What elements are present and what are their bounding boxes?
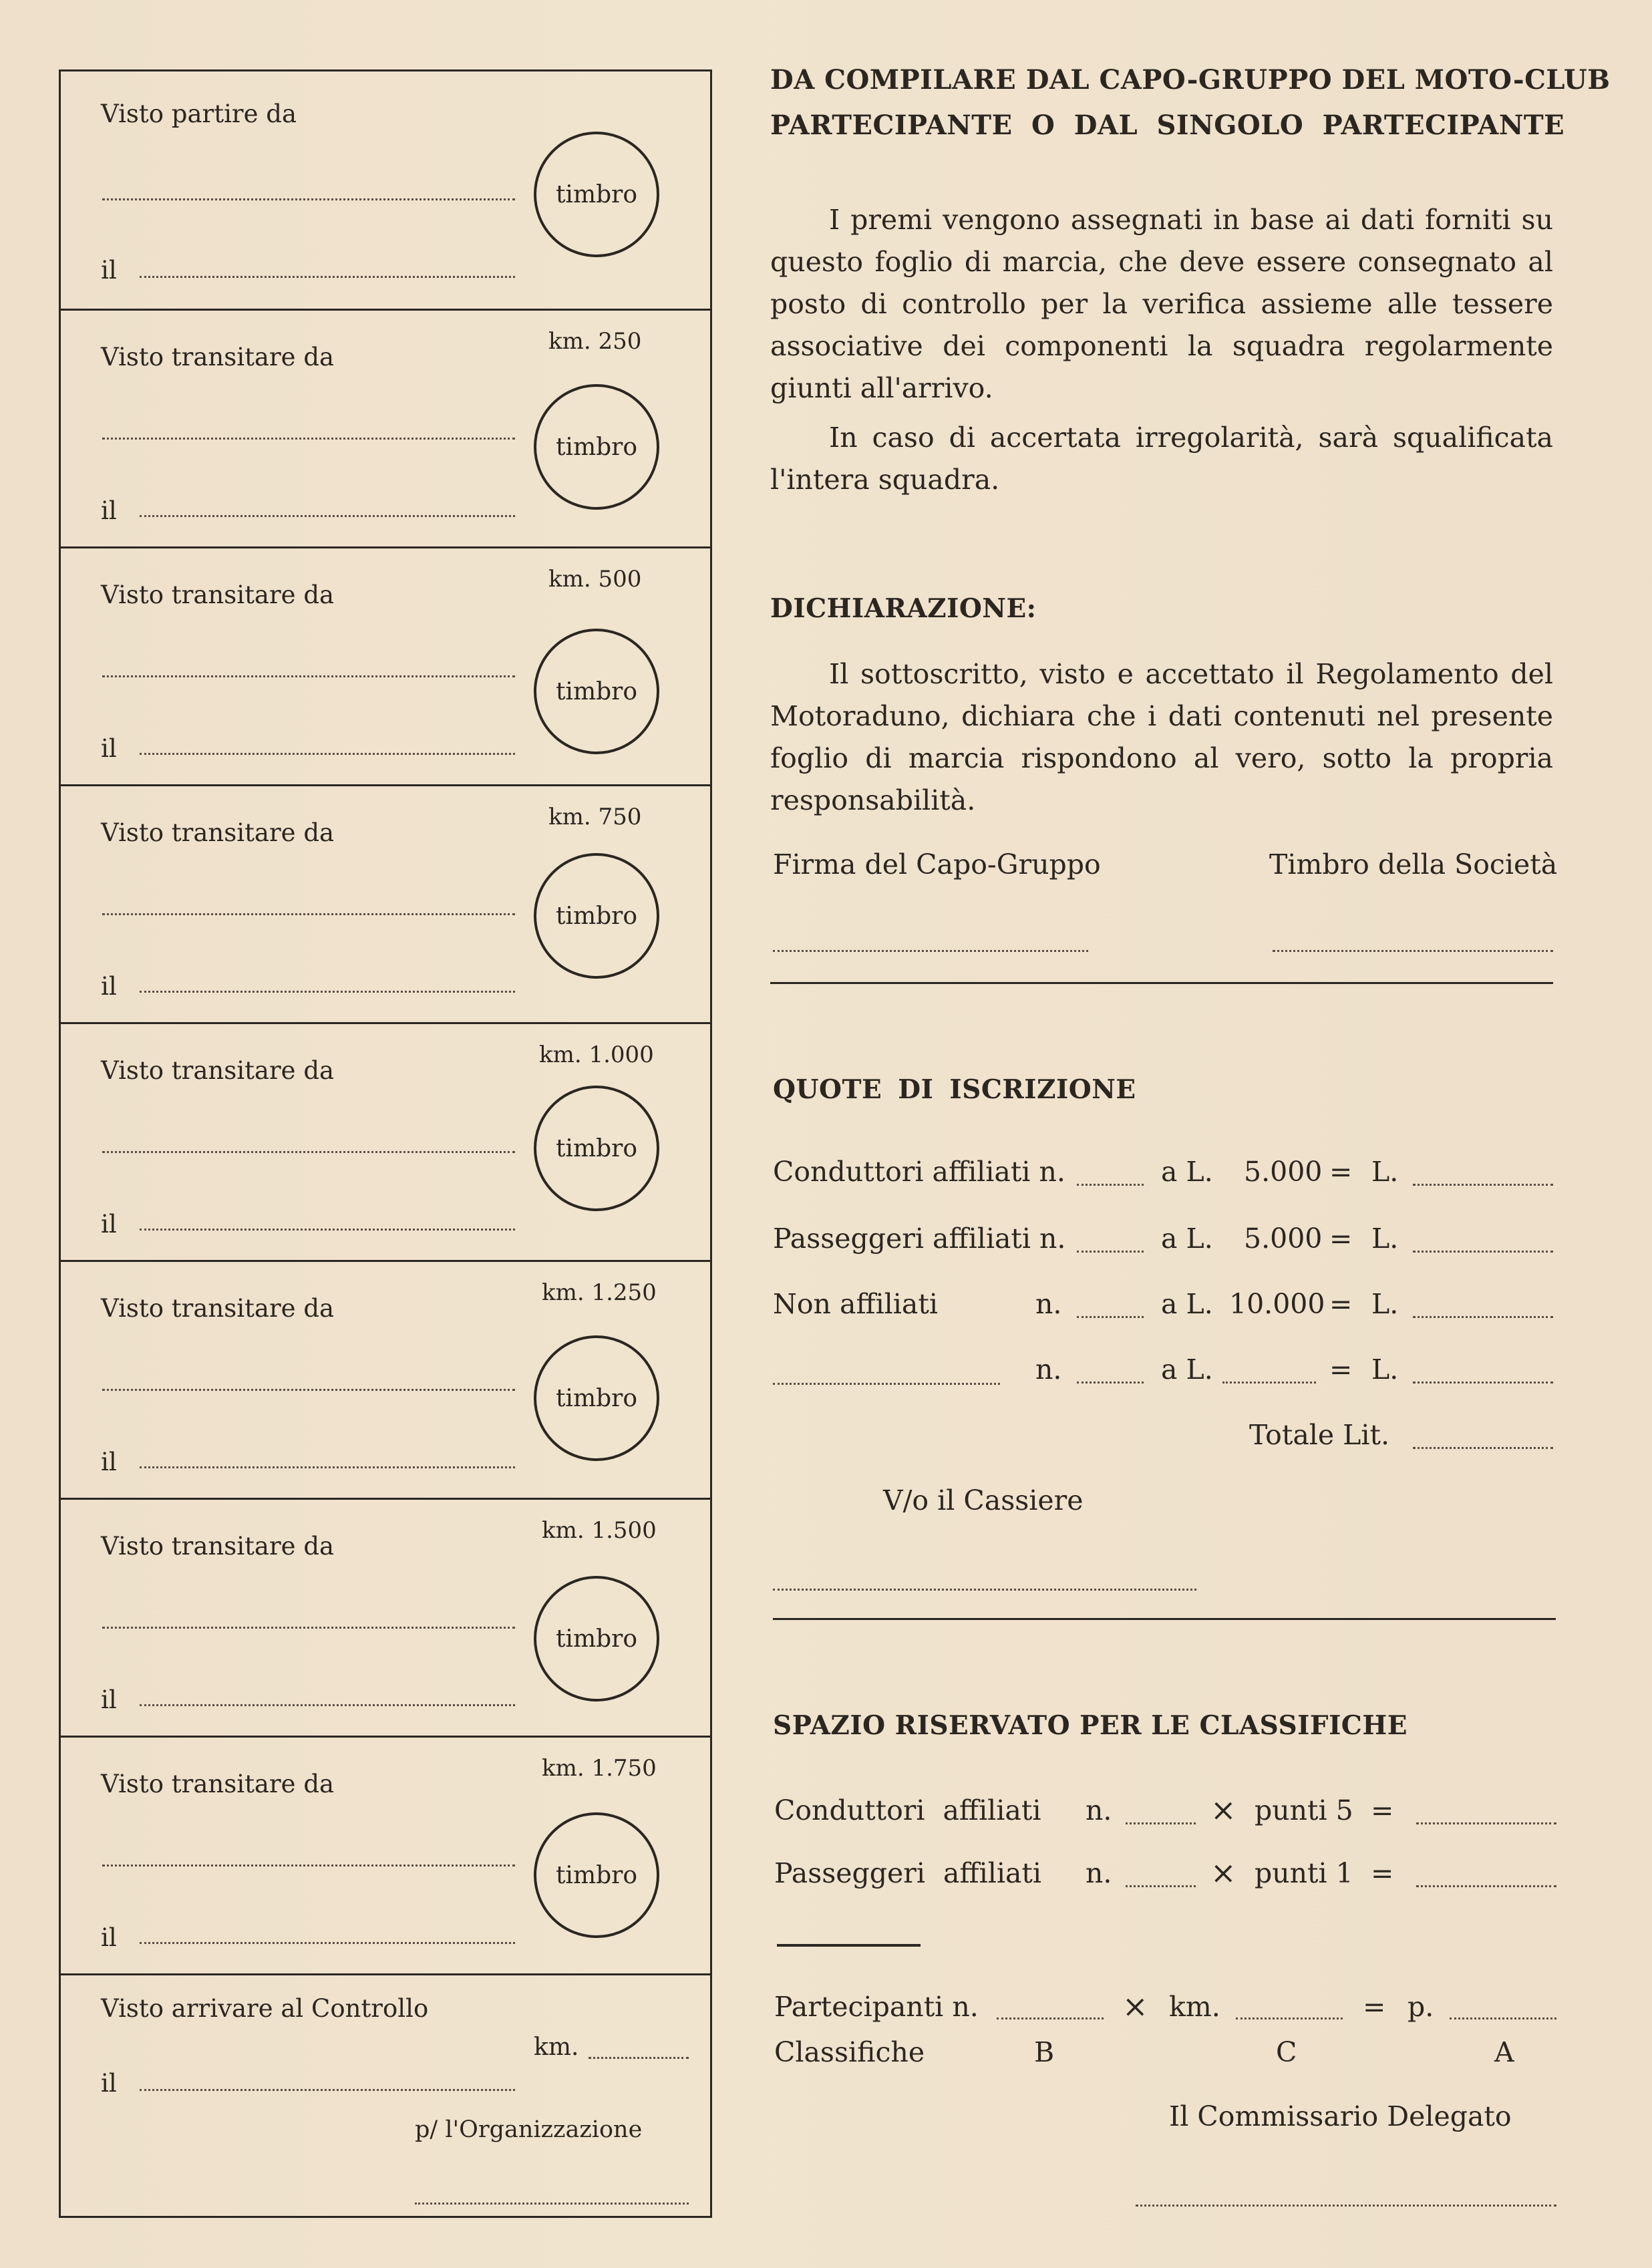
fees-title: QUOTE DI ISCRIZIONE [773, 1074, 1136, 1105]
multiply-icon: × [1210, 1854, 1236, 1891]
checkpoint-label: Visto transitare da [101, 581, 335, 609]
checkpoint-km: km. 1.750 [542, 1755, 657, 1782]
rank-count-field[interactable] [1126, 1885, 1196, 1887]
society-stamp-field[interactable] [1273, 950, 1553, 952]
fee-amount: 5.000 [1244, 1223, 1323, 1255]
participants-label: Partecipanti n. [774, 1991, 979, 2023]
checkpoint-label: Visto transitare da [101, 1532, 335, 1561]
signature-label: Firma del Capo-Gruppo [773, 848, 1101, 880]
fee-total-field[interactable] [1413, 1316, 1553, 1318]
rank-n-label: n. [1086, 1857, 1112, 1889]
divider [773, 1618, 1556, 1620]
date-label: il [101, 496, 117, 525]
departure-place-field[interactable] [102, 198, 515, 200]
stamp-label: timbro [555, 1134, 638, 1162]
rank-row-label: Passeggeri affiliati [774, 1857, 1041, 1889]
checkpoint-label: Visto transitare da [101, 1770, 335, 1798]
checkpoint-place-field[interactable] [102, 913, 515, 915]
fee-equals: = [1329, 1223, 1353, 1255]
participants-points-field[interactable] [1450, 2017, 1556, 2019]
checkpoint-date-field[interactable] [140, 753, 515, 755]
checkpoint-place-field[interactable] [102, 1627, 515, 1629]
checkpoint-section [61, 1500, 710, 1738]
checkpoint-date-field[interactable] [140, 1229, 515, 1231]
checkpoint-place-field[interactable] [102, 1151, 515, 1153]
checkpoint-place-field[interactable] [102, 1865, 515, 1867]
date-label: il [101, 1685, 117, 1714]
intro-paragraph-1: I premi vengono assegnati in base ai dati forniti su questo foglio di marcia, che deve essere consegnato al posto di controllo per la verifica assieme alle tessere associative dei componenti la squadra regolarmente giunti all'arrivo. [770, 204, 1553, 404]
fee-total-field[interactable] [1413, 1251, 1553, 1253]
arrival-km-label: km. [534, 2034, 579, 2061]
declaration-title: DICHIARAZIONE: [770, 593, 1037, 624]
date-label: il [101, 2069, 117, 2098]
fee-a-label: a L. [1161, 1353, 1213, 1386]
participants-km-label: km. [1169, 1991, 1220, 2023]
stamp-circle [534, 1335, 659, 1461]
fee-row-label: Non affiliati [773, 1288, 938, 1320]
organization-label: p/ l'Organizzazione [415, 2116, 643, 2143]
stamp-circle [534, 1812, 659, 1938]
participants-count-field[interactable] [997, 2017, 1104, 2019]
stamp-circle [534, 629, 659, 754]
checkpoint-km: km. 1.500 [542, 1517, 657, 1544]
participants-km-field[interactable] [1236, 2017, 1343, 2019]
fee-l-label: L. [1371, 1223, 1399, 1255]
departure-date-field[interactable] [140, 276, 515, 278]
date-label: il [101, 734, 117, 763]
fee-amount: 10.000 [1229, 1288, 1325, 1320]
date-label: il [101, 972, 117, 1001]
cashier-label: V/o il Cassiere [883, 1484, 1084, 1516]
fee-l-label: L. [1371, 1156, 1399, 1188]
stamp-circle [534, 384, 659, 510]
participants-p-label: p. [1408, 1991, 1434, 2023]
checkpoint-section [61, 548, 710, 786]
fee-n-label: n. [1035, 1288, 1062, 1320]
arrival-label: Visto arrivare al Controllo [101, 1994, 429, 2023]
fee-amount: 5.000 [1244, 1156, 1323, 1188]
stamp-label: timbro [555, 1625, 638, 1653]
participants-equals: = [1363, 1991, 1386, 2023]
rankings-title: SPAZIO RISERVATO PER LE CLASSIFICHE [773, 1710, 1408, 1741]
rank-points: punti 1 [1255, 1857, 1353, 1889]
class-c: C [1276, 2036, 1297, 2068]
fee-row-label: Conduttori affiliati n. [773, 1156, 1065, 1188]
checkpoint-place-field[interactable] [102, 1389, 515, 1391]
checkpoint-date-field[interactable] [140, 1466, 515, 1468]
fee-count-field[interactable] [1077, 1251, 1144, 1253]
checkpoint-section [61, 1262, 710, 1500]
date-label: il [101, 1210, 117, 1239]
stamp-circle [534, 1086, 659, 1211]
checkpoint-section [61, 786, 710, 1024]
checkpoint-place-field[interactable] [102, 438, 515, 440]
checkpoint-date-field[interactable] [140, 1942, 515, 1944]
checkpoint-label: Visto transitare da [101, 343, 335, 371]
rank-result-field[interactable] [1416, 1822, 1556, 1824]
fee-a-label: a L. [1161, 1288, 1213, 1320]
rank-points: punti 5 [1255, 1794, 1353, 1826]
departure-section [61, 71, 710, 311]
fee-count-field[interactable] [1077, 1382, 1144, 1384]
checkpoint-label: Visto transitare da [101, 1294, 335, 1323]
fee-n-label: n. [1035, 1353, 1062, 1386]
fee-count-field[interactable] [1077, 1184, 1144, 1186]
cashier-signature-field[interactable] [773, 1589, 1196, 1591]
fee-a-label: a L. [1161, 1156, 1213, 1188]
route-control-panel [59, 69, 712, 2218]
total-label: Totale Lit. [1249, 1419, 1390, 1451]
fee-equals: = [1329, 1288, 1353, 1320]
commissioner-signature-field[interactable] [1136, 2205, 1556, 2207]
arrival-km-field[interactable] [589, 2057, 689, 2059]
departure-label: Visto partire da [101, 100, 297, 128]
signature-field[interactable] [773, 950, 1088, 952]
fee-l-label: L. [1371, 1353, 1399, 1386]
header-line-2: PARTECIPANTE O DAL SINGOLO PARTECIPANTE [770, 110, 1565, 141]
checkpoint-date-field[interactable] [140, 991, 515, 993]
multiply-icon: × [1122, 1988, 1148, 2024]
checkpoint-km: km. 750 [548, 804, 642, 830]
fee-equals: = [1329, 1156, 1353, 1188]
fee-total-field[interactable] [1413, 1184, 1553, 1186]
date-label: il [101, 1448, 117, 1476]
fee-total-field[interactable] [1413, 1382, 1553, 1384]
checkpoint-place-field[interactable] [102, 675, 515, 677]
rank-result-field[interactable] [1416, 1885, 1556, 1887]
checkpoint-date-field[interactable] [140, 1704, 515, 1706]
date-label: il [101, 256, 117, 285]
fee-category-field[interactable] [773, 1383, 1000, 1385]
multiply-icon: × [1210, 1792, 1236, 1828]
checkpoint-label: Visto transitare da [101, 1056, 335, 1085]
rank-count-field[interactable] [1126, 1822, 1196, 1824]
rank-equals: = [1371, 1857, 1394, 1889]
checkpoint-km: km. 1.250 [542, 1279, 657, 1306]
fee-amount-field[interactable] [1222, 1382, 1316, 1384]
checkpoint-km: km. 1.000 [539, 1041, 654, 1068]
checkpoint-section [61, 1024, 710, 1262]
checkpoint-label: Visto transitare da [101, 818, 335, 847]
stamp-circle [534, 1576, 659, 1702]
checkpoint-km: km. 500 [548, 566, 642, 593]
divider [770, 982, 1553, 984]
commissioner-label: Il Commissario Delegato [1169, 2100, 1512, 2132]
declaration-text: Il sottoscritto, visto e accettato il Regolamento del Motoraduno, dichiara che i dati contenuti nel presente foglio di marcia rispondono al vero, sotto la propria responsabilità. [770, 658, 1553, 816]
header-line-1: DA COMPILARE DAL CAPO-GRUPPO DEL MOTO-CLUB [770, 64, 1611, 96]
stamp-label: timbro [555, 902, 638, 930]
stamp-label: timbro [555, 1384, 638, 1412]
arrival-date-field[interactable] [140, 2089, 515, 2091]
rank-n-label: n. [1086, 1794, 1112, 1826]
stamp-circle [534, 132, 659, 257]
class-b: B [1034, 2036, 1055, 2068]
fee-row-label: Passeggeri affiliati n. [773, 1223, 1066, 1255]
stamp-label: timbro [555, 180, 638, 208]
fee-count-field[interactable] [1077, 1316, 1144, 1318]
total-field[interactable] [1413, 1447, 1553, 1449]
fee-equals: = [1329, 1353, 1353, 1386]
checkpoint-km: km. 250 [548, 328, 642, 355]
stamp-label: timbro [555, 433, 638, 461]
arrival-section [61, 1975, 710, 2216]
checkpoint-date-field[interactable] [140, 515, 515, 517]
fee-l-label: L. [1371, 1288, 1399, 1320]
rank-row-label: Conduttori affiliati [774, 1794, 1041, 1826]
subtotal-rule [777, 1944, 921, 1947]
classifiche-label: Classifiche [774, 2036, 925, 2068]
rank-equals: = [1371, 1794, 1394, 1826]
class-a: A [1494, 2036, 1514, 2068]
organization-signature-field[interactable] [415, 2203, 689, 2205]
society-stamp-label: Timbro della Società [1269, 848, 1558, 880]
checkpoint-section [61, 1738, 710, 1975]
intro-paragraph-2: In caso di accertata irregolarità, sarà squalificata l'intera squadra. [770, 422, 1553, 496]
date-label: il [101, 1923, 117, 1952]
fee-a-label: a L. [1161, 1223, 1213, 1255]
stamp-label: timbro [555, 677, 638, 705]
checkpoint-section [61, 311, 710, 548]
stamp-label: timbro [555, 1861, 638, 1889]
stamp-circle [534, 853, 659, 979]
